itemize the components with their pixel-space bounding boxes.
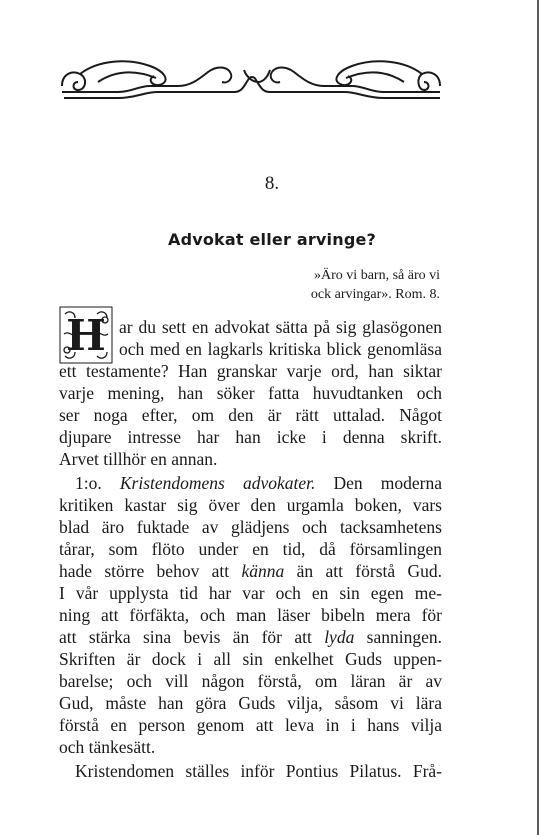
svg-text:H: H [66, 311, 106, 360]
text-line-16: Skriften är dock i all sin enkelhet Guds uppen- [59, 649, 442, 669]
text-fragment: än att förstå Gud. [296, 561, 443, 581]
text-line-17: barelse; och vill någon förstå, om läran är av [59, 671, 442, 691]
text-line-1: ar du sett en advokat sätta på sig glasögonen [119, 317, 442, 337]
text-line-14: ning att förfäkta, och man läser bibeln mera för [59, 605, 442, 625]
text-line-5: ser noga efter, om den är rätt uttalad. Något [59, 405, 442, 425]
drop-cap-initial [59, 306, 113, 364]
text-line-11: tårar, som flöto under en tid, då församlingen [59, 539, 442, 559]
text-line-3: ett testamente? Han granskar varje ord, han siktar [59, 361, 442, 381]
decorative-header-ornament [58, 52, 444, 112]
section-heading: Kristendomens advokater. [119, 473, 316, 493]
paragraph-3-first-line: Kristendomen ställes inför Pontius Pilatus. Frå- [75, 761, 442, 781]
text-line-6: djupare intresse har han icke i denna skrift. [59, 427, 442, 447]
chapter-title: Advokat eller arvinge? [167, 230, 377, 249]
text-fragment: sanningen. [366, 627, 443, 647]
paragraph-2-first-line [75, 472, 442, 494]
text-line-15 [59, 626, 442, 648]
text-line-10: blad äro fuktade av glädjens och tacksamhetens [59, 517, 442, 537]
text-line-4: varje mening, han söker fatta huvudtanken och [59, 383, 442, 403]
text-line-2: och med en lagkarls kritiska blick genomläsa [119, 339, 442, 359]
text-line-18: Gud, måste han göra Guds vilja, såsom vi lära [59, 693, 442, 713]
chapter-number: 8. [264, 173, 280, 194]
page-edge-rule [537, 0, 539, 835]
text-line-20: och tänkesätt. [59, 737, 156, 757]
text-line-12 [59, 560, 442, 582]
text-line-7: Arvet tillhör en annan. [59, 449, 218, 469]
emphasis-word: känna [241, 561, 285, 581]
section-number: 1:o. [75, 473, 102, 493]
text-fragment: hade större behov att [59, 561, 230, 581]
text-line-9: kritiken kastar sig över den urgamla boken, vars [59, 495, 442, 515]
text-line-19: förstå en person genom att leva in i hans vilja [59, 715, 442, 735]
epigraph-line-2: ock arvingar». Rom. 8. [310, 287, 440, 302]
epigraph-line-1: »Äro vi barn, så äro vi [314, 268, 440, 283]
text-line-13: I vår upplysta tid har var och en sin egen me- [59, 583, 442, 603]
text-fragment: att stärka sina bevis än för att [59, 627, 312, 647]
emphasis-word: lyda [324, 627, 355, 647]
text-fragment: Den moderna [333, 473, 442, 493]
